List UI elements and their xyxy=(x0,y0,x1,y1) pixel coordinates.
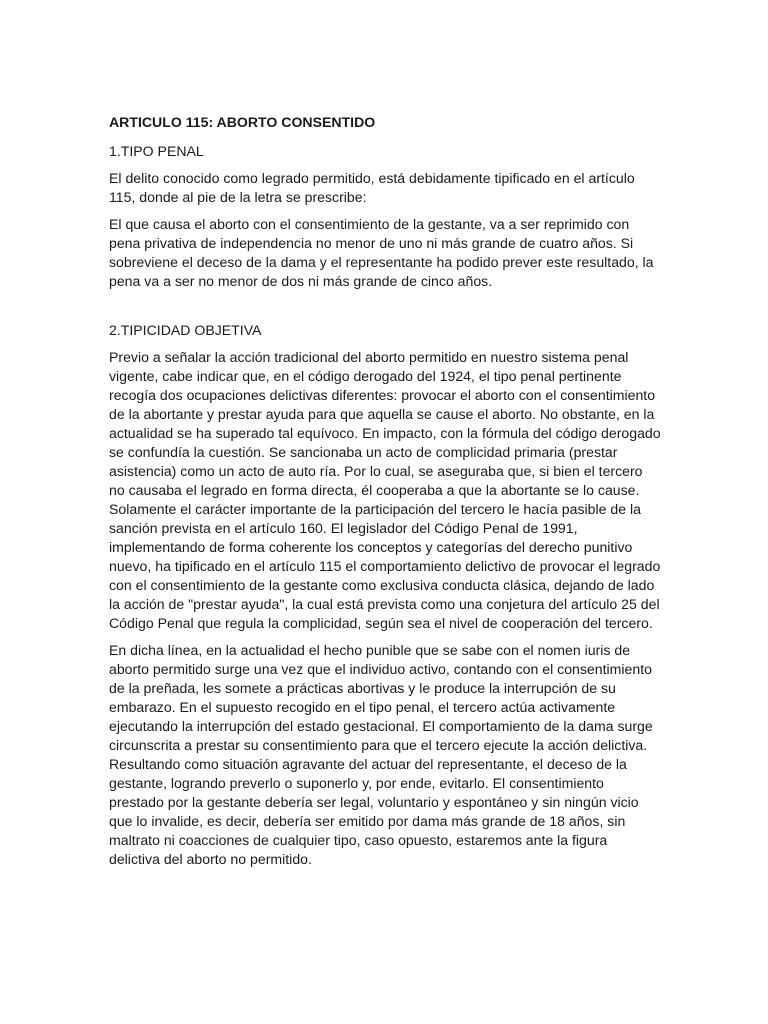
paragraph: Previo a señalar la acción tradicional del aborto permitido en nuestro sistema penal vigente, cabe indicar que, en el código derogado del 1924, el tipo penal pertinente recogía dos ocupaciones delictivas diferentes: provocar el aborto con el consentimiento de la abortante y prestar ayuda para que aquella se cause el aborto. No obstante, en la actualidad se ha superado tal equívoco. En impacto, con la fórmula del código derogado se confundía la cuestión. Se sancionaba un acto de complicidad primaria (prestar asistencia) como un acto de auto ría. Por lo cual, se aseguraba que, si bien el tercero no causaba el legrado en forma directa, él cooperaba a que la abortante se lo cause. Solamente el carácter importante de la participación del tercero le hacía pasible de la sanción prevista en el artículo 160. El legislador del Código Penal de 1991, implementando de forma coherente los conceptos y categorías del derecho punitivo nuevo, ha tipificado en el artículo 115 el comportamiento delictivo de provocar el legrado con el consentimiento de la gestante como exclusiva conducta clásica, dejando de lado la acción de "prestar ayuda", la cual está prevista como una conjetura del artículo 25 del Código Penal que regula la complicidad, según sea el nivel de cooperación del tercero. xyxy=(109,349,661,631)
paragraph: En dicha línea, en la actualidad el hecho punible que se sabe con el nomen iuris de aborto permitido surge una vez que el individuo activo, contando con el consentimiento de la preñada, les somete a prácticas abortivas y le produce la interrupción de su embarazo. En el supuesto recogido en el tipo penal, el tercero actúa activamente ejecutando la interrupción del estado gestacional. El comportamiento de la dama surge circunscrita a prestar su consentimiento para que el tercero ejecute la acción delictiva. Resultando como situación agravante del actuar del representante, el deceso de la gestante, logrando preverlo o suponerlo y, por ende, evitarlo. El consentimiento prestado por la gestante debería ser legal, voluntario y espontáneo y sin ningún vicio que lo invalide, es decir, debería ser emitido por dama más grande de 18 años, sin maltrato ni coacciones de cualquier tipo, caso opuesto, estaremos ante la figura delictiva del aborto no permitido. xyxy=(109,642,653,867)
section-heading-tipo-penal: 1.TIPO PENAL xyxy=(109,143,204,159)
document-content xyxy=(109,112,661,877)
paragraph: El delito conocido como legrado permitido, está debidamente tipificado en el artículo 115, donde al pie de la letra se prescribe: xyxy=(109,170,635,205)
document-title: ARTICULO 115: ABORTO CONSENTIDO xyxy=(109,114,376,130)
paragraph: El que causa el aborto con el consentimiento de la gestante, va a ser reprimido con pena privativa de independencia no menor de uno ni más grande de cuatro años. Si sobreviene el deceso de la dama y el representante ha podido prever este resultado, la pena va a ser no menor de dos ni más grande de cinco años. xyxy=(109,216,654,289)
section-heading-tipicidad-objetiva: 2.TIPICIDAD OBJETIVA xyxy=(109,322,262,338)
spacer xyxy=(109,299,661,320)
